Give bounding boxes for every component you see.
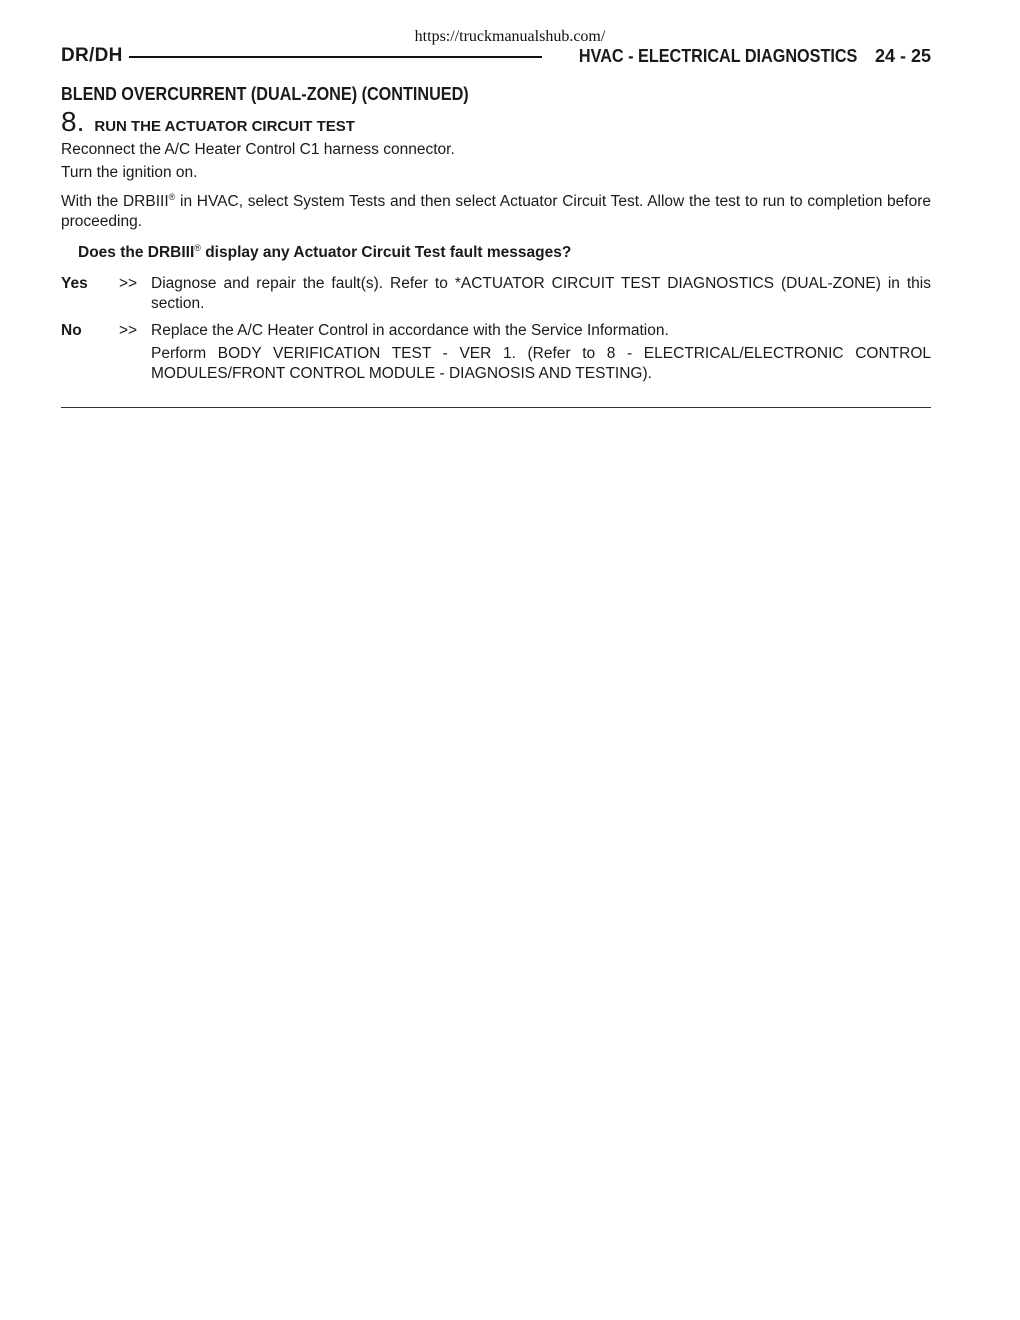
no-text-replace: Replace the A/C Heater Control in accordance with the Service Information.	[151, 322, 669, 339]
page-header	[61, 43, 931, 69]
section-end-rule	[61, 407, 931, 408]
source-url: https://truckmanualshub.com/	[414, 28, 606, 45]
yes-arrow: >>	[119, 275, 138, 292]
yes-text: Diagnose and repair the fault(s). Refer to *ACTUATOR CIRCUIT TEST DIAGNOSTICS (DUAL-ZONE) in this section.	[151, 275, 931, 312]
step-title: RUN THE ACTUATOR CIRCUIT TEST	[94, 118, 355, 135]
question-part-a: Does the DRBIII	[78, 244, 195, 262]
chapter-title: HVAC - ELECTRICAL DIAGNOSTICS	[578, 45, 857, 66]
header-rule	[129, 56, 542, 58]
step-number: 8.	[61, 106, 85, 137]
section-title: BLEND OVERCURRENT (DUAL-ZONE) (CONTINUED)	[61, 84, 469, 104]
vehicle-code: DR/DH	[61, 45, 123, 66]
instruction-run-test	[61, 187, 931, 232]
no-text-verify: Perform BODY VERIFICATION TEST - VER 1. (Refer to 8 - ELECTRICAL/ELECTRONIC CONTROL MODULES/FRONT CONTROL MODULE - DIAGNOSIS AND TESTING).	[151, 345, 931, 382]
instruction-run-test-b: in HVAC, select System Tests and then select Actuator Circuit Test. Allow the test to run to completion before proceeding.	[61, 193, 931, 231]
registered-mark: ®	[194, 243, 201, 253]
page-number: 24 - 25	[874, 45, 931, 66]
yes-label: Yes	[61, 275, 88, 292]
diagnostic-question	[78, 243, 571, 262]
instruction-run-test-a: With the DRBIII	[61, 193, 169, 211]
no-arrow: >>	[119, 322, 138, 339]
instruction-ignition: Turn the ignition on.	[61, 164, 198, 181]
question-part-b: display any Actuator Circuit Test fault messages?	[200, 244, 572, 262]
no-label: No	[61, 322, 82, 339]
step-heading	[61, 106, 355, 138]
instruction-reconnect: Reconnect the A/C Heater Control C1 harness connector.	[61, 141, 455, 158]
registered-mark: ®	[168, 192, 176, 202]
